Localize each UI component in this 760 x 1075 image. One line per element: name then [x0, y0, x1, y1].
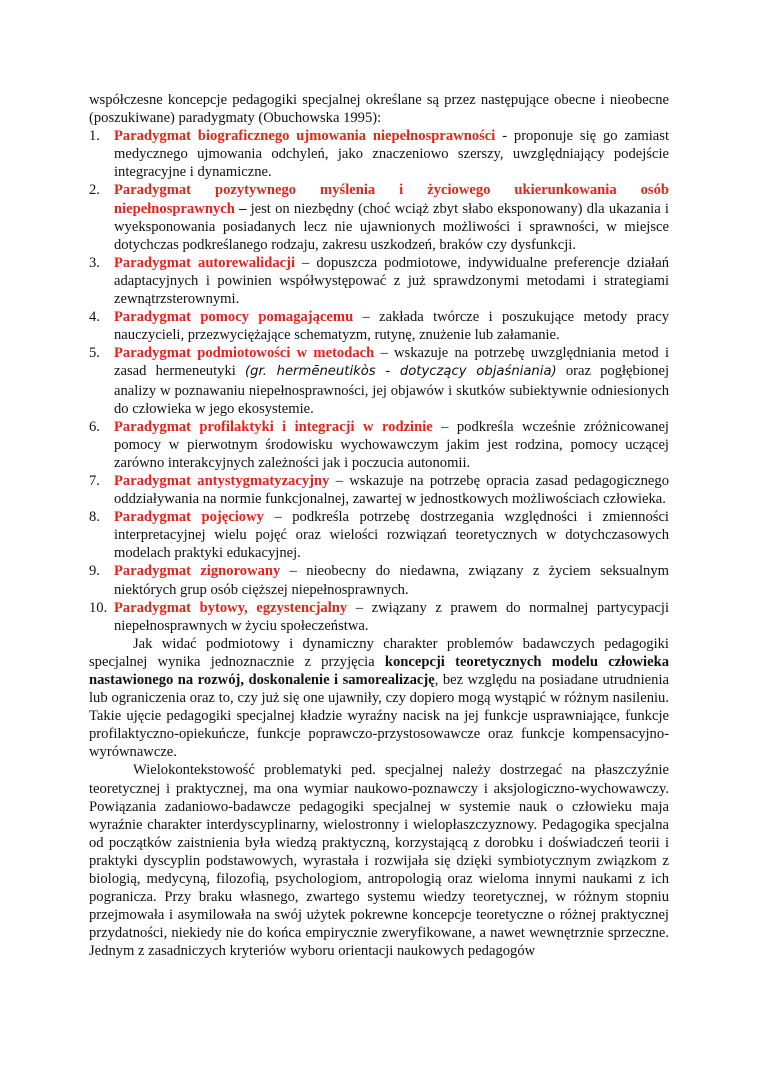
body-paragraph: Wielokontekstowość problematyki ped. specjalnej należy dostrzegać na płaszczyźnie teoretycznej i praktycznej, ma ona wymiar naukowo-poznawczy i aksjologiczno-wychowawczy. Powiązania zadaniowo-badawcze pedagogiki specjalnej w systemie nauk o człowieku maja wyraźnie charakter interdyscyplinarny, wielostronny i wielopłaszczyznowy. Pedagogika specjalna od początków zaistnienia była wiedzą praktyczną, korzystającą z dorobku i doświadczeń teorii i praktyki dyscyplin podstawowych, wyrastała i rozwijała się dzięki symbiotycznym związkom z biologią, medycyną, filozofią, psychologiom, antropologią oraz wieloma innymi naukami z ich pogranicza. Przy braku własnego, zwartego systemu wiedzy teoretycznej, w różnym stopniu przejmowała i asymilowała na swój użytek pokrewne koncepcje teoretyczne o różnej praktycznej przydatności, niekiedy nie do końca empirycznie zweryfikowane, a nawet wewnętrznie sprzeczne. Jednym z zasadniczych kryteriów wyboru orientacji naukowych pedagogów [89, 762, 669, 960]
paragraph-emphasis: koncepcji teoretycznych modelu człowieka nastawionego na rozwój, doskonalenie i samorealizację [89, 653, 669, 688]
paradigm-title: Paradygmat autorewalidacji [114, 254, 296, 271]
list-number: 4. [89, 309, 100, 326]
body-paragraph [89, 635, 669, 762]
paradigm-description: - proponuje się go zamiast medycznego ujmowania odchyleń, jako znaczeniowo szerszy, uwzględniający podejście integracyjne i dynamiczne. [114, 128, 670, 181]
paradigm-list [89, 127, 669, 635]
paradigm-description: – nieobecny do niedawna, związany z życiem seksualnym niektórych grup osób cięższej niepełnosprawnych. [114, 563, 669, 598]
paradigm-title: Paradygmat podmiotowości w metodach [114, 345, 375, 362]
paradigm-description: – dopuszcza podmiotowe, indywidualne preferencje działań adaptacyjnych i powinien współwystępować z już sprawdzonymi metodami i strategiami zewnątrzsterownymi. [114, 254, 670, 308]
intro-paragraph: współczesne koncepcje pedagogiki specjalnej określane są przez następujące obecne i nieobecne (poszukiwane) paradygmaty (Obuchowska 1995): [89, 92, 669, 127]
list-item [89, 254, 669, 308]
list-number: 2. [89, 182, 100, 199]
paradigm-separator: – [234, 200, 247, 217]
list-item [89, 599, 669, 635]
paradigm-etymology: (gr. hermēneutikòs - dotyczący objaśniania) [244, 364, 557, 380]
paragraph-text: , bez względu na posiadane utrudnienia lub ograniczenia oraz to, czy już się one ujawniły, czy dopiero mogą wystąpić w różnym nasileniu. Takie ujęcie pedagogiki specjalnej kładzie wyraźny nacisk na jej funkcje usprawniające, funkcje profilaktyczno-opiekuńcze, funkcje poprawczo-przystosowawcze oraz funkcje kompensacyjno-wyrównawcze. [89, 672, 669, 761]
paragraph-text: Jak widać podmiotowy i dynamiczny charakter problemów badawczych pedagogiki specjalnej wynika jednoznacznie z przyjęcia [89, 635, 669, 670]
paradigm-title: Paradygmat pozytywnego myślenia i życiowego ukierunkowania osób niepełnosprawnych [114, 182, 669, 217]
paradigm-description-continued: oraz pogłębionej analizy w poznawaniu niepełnosprawności, jej objawów i skutków subiektywnie odniesionych do człowieka w jego ekosystemie. [114, 363, 669, 417]
list-item [89, 344, 669, 417]
list-item [89, 127, 669, 181]
paradigm-title: Paradygmat bytowy, egzystencjalny [114, 599, 348, 616]
list-item [89, 472, 669, 508]
paradigm-title: Paradygmat pomocy pomagającemu [114, 309, 354, 326]
paradigm-description: – zakłada twórcze i poszukujące metody pracy nauczycieli, przezwyciężające schematyzm, rutynę, znużenie lub załamanie. [114, 309, 669, 344]
list-number: 9. [89, 563, 100, 580]
list-number: 6. [89, 418, 100, 435]
paradigm-description: – podkreśla potrzebę dostrzegania względności i zmienności interpretacyjnej wielu pojęć oraz wielości rozwiązań teoretycznych w dotychczasowych modelach praktyki edukacyjnej. [114, 509, 669, 562]
paradigm-title: Paradygmat biograficznego ujmowania niepełnosprawności [114, 128, 496, 145]
paradigm-description: – związany z prawem do normalnej partycypacji niepełnosprawnych w życiu społeczeństwa. [114, 599, 669, 634]
list-number: 1. [89, 128, 100, 145]
list-item [89, 508, 669, 562]
paradigm-description: – podkreśla wcześnie zróżnicowanej pomocy w pierwotnym środowisku wychowawczym jakim jest rodzina, pomocy uczącej zarówno interakcyjnych zależności jak i poczucia autonomii. [114, 418, 669, 471]
document-page [89, 91, 669, 961]
paradigm-title: Paradygmat antystygmatyzacyjny [114, 472, 330, 489]
list-item [89, 181, 669, 253]
paradigm-description: – wskazuje na potrzebę opracia zasad pedagogicznego oddziaływania na normie funkcjonalnej, zawartej w jednostkowych możliwościach człowieka. [114, 472, 669, 508]
paradigm-title: Paradygmat pojęciowy [114, 509, 264, 526]
paradigm-description: jest on niezbędny (choć wciąż zbyt słabo eksponowany) dla ukazania i wyeksponowania posiadanych lecz nie ujawnionych możliwości i sprawności, w miejsce dotychczas podkreślanego rodzaju, zakresu uszkodzeń, braków czy dysfunkcji. [114, 200, 669, 253]
list-number: 5. [89, 345, 100, 362]
paradigm-title: Paradygmat profilaktyki i integracji w rodzinie [114, 418, 433, 435]
list-number: 8. [89, 509, 100, 526]
paradigm-description: – wskazuje na potrzebę uwzględniania metod i zasad hermeneutyki [114, 345, 669, 380]
list-item [89, 418, 669, 472]
paradigm-title: Paradygmat zignorowany [114, 563, 281, 580]
list-number: 7. [89, 472, 100, 489]
list-number: 3. [89, 254, 100, 271]
list-item [89, 308, 669, 344]
list-item [89, 562, 669, 598]
list-number: 10. [89, 599, 108, 616]
